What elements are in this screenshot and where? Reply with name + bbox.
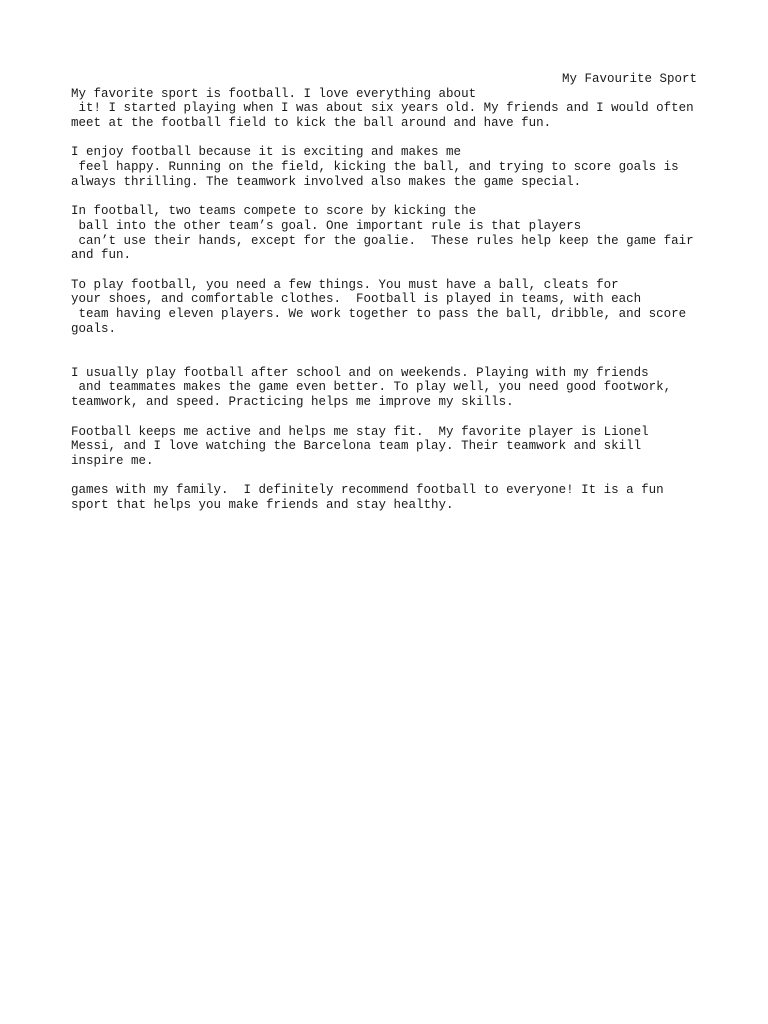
text-line: and fun.	[71, 248, 132, 263]
text-line: My favorite sport is football. I love everything about	[71, 86, 477, 101]
text-line: your shoes, and comfortable clothes. Football is played in teams, with each	[71, 292, 642, 307]
paragraph-7	[71, 483, 697, 512]
text-line: feel happy. Running on the field, kicking the ball, and trying to score goals is	[71, 160, 679, 175]
text-line: In football, two teams compete to score by kicking the	[71, 204, 477, 219]
text-line: meet at the football field to kick the ball around and have fun.	[71, 116, 552, 131]
document-title: My Favourite Sport	[561, 72, 697, 86]
text-line: and teammates makes the game even better. To play well, you need good footwork,	[71, 380, 672, 395]
text-line: it! I started playing when I was about six years old. My friends and I would often	[71, 101, 694, 116]
text-line: can’t use their hands, except for the goalie. These rules help keep the game fair	[71, 233, 694, 248]
paragraph-2	[71, 145, 697, 189]
text-line: always thrilling. The teamwork involved also makes the game special.	[71, 174, 582, 189]
document-page	[71, 72, 697, 527]
text-line: goals.	[71, 321, 117, 336]
text-line: To play football, you need a few things. You must have a ball, cleats for	[71, 277, 619, 292]
text-line: Messi, and I love watching the Barcelona team play. Their teamwork and skill	[71, 439, 642, 454]
paragraph-1	[71, 87, 697, 131]
text-line: Football keeps me active and helps me stay fit. My favorite player is Lionel	[71, 424, 649, 439]
text-line: ball into the other team’s goal. One important rule is that players	[71, 218, 582, 233]
text-line: sport that helps you make friends and stay healthy.	[71, 497, 454, 512]
text-line: team having eleven players. We work together to pass the ball, dribble, and score	[71, 307, 687, 321]
text-line: teamwork, and speed. Practicing helps me improve my skills.	[71, 395, 514, 410]
text-line: games with my family. I definitely recommend football to everyone! It is a fun	[71, 483, 664, 498]
paragraph-5	[71, 366, 697, 410]
text-line: I usually play football after school and on weekends. Playing with my friends	[71, 365, 649, 380]
text-line: I enjoy football because it is exciting and makes me	[71, 145, 462, 160]
paragraph-6	[71, 425, 697, 469]
text-line: inspire me.	[71, 453, 154, 468]
paragraph-3	[71, 204, 697, 263]
paragraph-4	[71, 278, 697, 337]
